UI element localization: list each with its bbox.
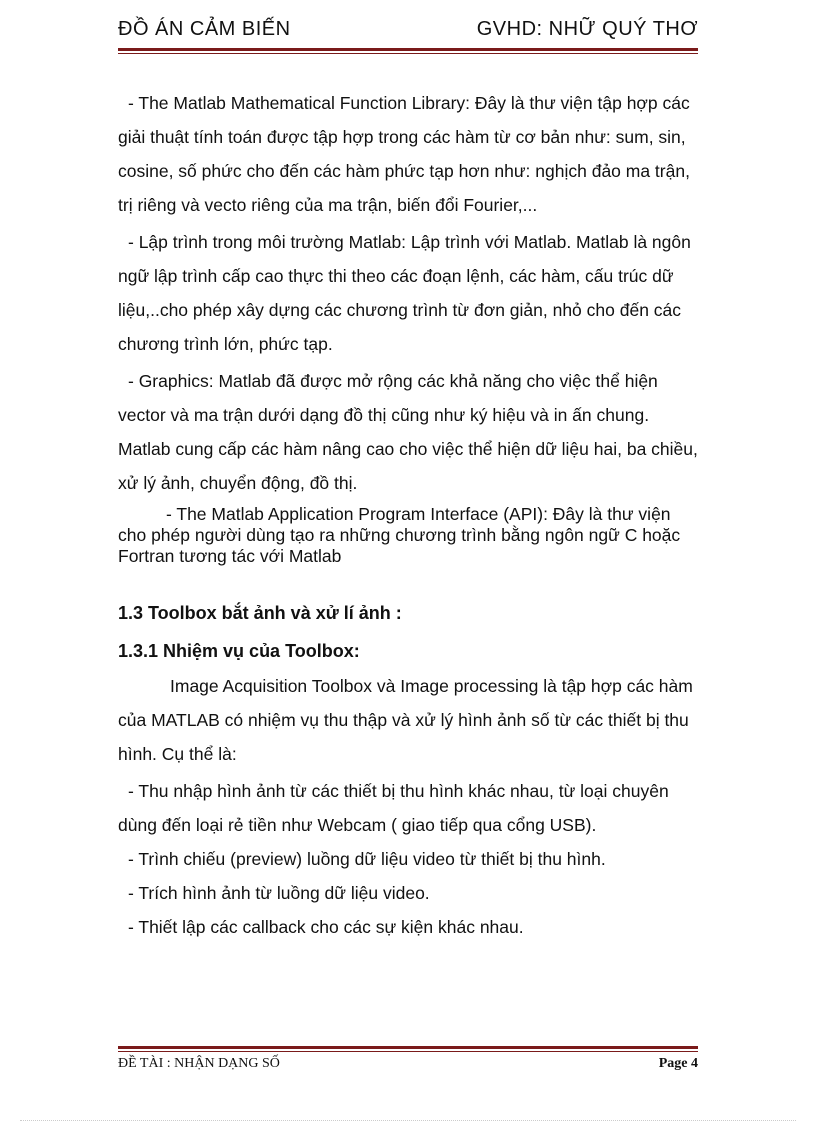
paragraph-function-library: - The Matlab Mathematical Function Library: Đây là thư viện tập hợp các giải thuật tính toán được tập hợp trong các hàm từ cơ bản như: sum, sin, cosine, số phức cho đến các hàm phức tạp hơn như: nghịch đảo ma trận, trị riêng và vecto riêng của ma trận, biến đổi Fourier,... <box>118 93 690 215</box>
list-item: - Trình chiếu (preview) luồng dữ liệu video từ thiết bị thu hình. <box>128 849 606 869</box>
header-advisor: GVHD: NHỮ QUÝ THƠ <box>476 18 698 40</box>
page-number: Page 4 <box>658 1056 698 1071</box>
header-rule-thin <box>118 53 698 54</box>
footer-rule-thin <box>118 1051 698 1052</box>
page-edge-divider <box>20 1120 796 1121</box>
section-heading: 1.3 Toolbox bắt ảnh và xử lí ảnh : <box>118 603 402 623</box>
subsection-heading: 1.3.1 Nhiệm vụ của Toolbox: <box>118 641 360 661</box>
page-header <box>118 18 698 44</box>
header-rule-thick <box>118 48 698 51</box>
footer-rule-thick <box>118 1046 698 1049</box>
page-body <box>118 86 698 944</box>
paragraph-api: - The Matlab Application Program Interface (API): Đây là thư viện cho phép người dùng tạo ra những chương trình bằng ngôn ngữ C hoặc Fortran tương tác với Matlab <box>118 504 681 566</box>
footer-topic: ĐỀ TÀI : NHẬN DẠNG SỐ <box>118 1056 280 1071</box>
header-project-title: ĐỒ ÁN CẢM BIẾN <box>118 18 291 40</box>
list-item: - Thu nhập hình ảnh từ các thiết bị thu hình khác nhau, từ loại chuyên dùng đến loại rẻ tiền như Webcam ( giao tiếp qua cổng USB). <box>118 781 669 835</box>
paragraph-graphics: - Graphics: Matlab đã được mở rộng các khả năng cho việc thể hiện vector và ma trận dưới dạng đồ thị cũng như ký hiệu và in ấn chung. Matlab cung cấp các hàm nâng cao cho việc thể hiện dữ liệu hai, ba chiều, xử lý ảnh, chuyển động, đồ thị. <box>118 371 698 493</box>
paragraph-toolbox-intro: Image Acquisition Toolbox và Image processing là tập hợp các hàm của MATLAB có nhiệm vụ thu thập và xử lý hình ảnh số từ các thiết bị thu hình. Cụ thể là: <box>118 676 693 764</box>
list-item: - Thiết lập các callback cho các sự kiện khác nhau. <box>128 917 524 937</box>
list-item: - Trích hình ảnh từ luồng dữ liệu video. <box>128 883 430 903</box>
paragraph-programming-environment: - Lập trình trong môi trường Matlab: Lập trình với Matlab. Matlab là ngôn ngữ lập trình cấp cao thực thi theo các đoạn lệnh, các hàm, cấu trúc dữ liệu,..cho phép xây dựng các chương trình từ đơn giản, nhỏ cho đến các chương trình lớn, phức tạp. <box>118 232 691 354</box>
